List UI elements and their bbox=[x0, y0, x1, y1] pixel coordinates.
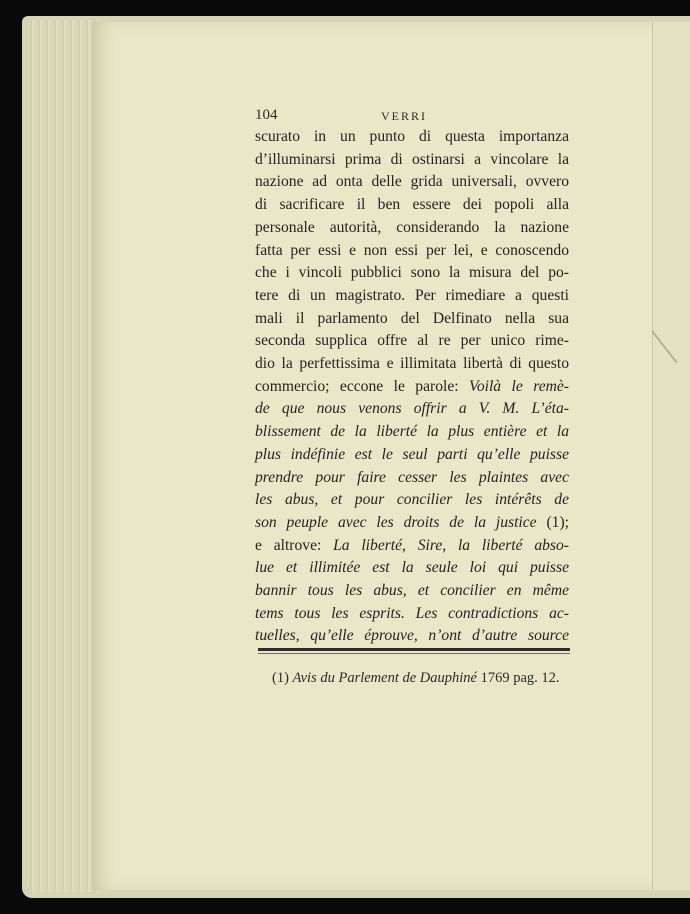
text-line bbox=[255, 171, 569, 194]
text-line bbox=[255, 217, 569, 240]
italic-text: bannir tous les abus, et concilier en même bbox=[255, 582, 569, 600]
italic-text: les abus, et pour concilier les intérêts de bbox=[255, 491, 569, 509]
text-line bbox=[255, 126, 569, 149]
footnote-marker: (1) bbox=[272, 670, 293, 686]
text-line bbox=[255, 353, 569, 376]
text-line bbox=[255, 376, 569, 399]
text-line bbox=[255, 444, 569, 467]
roman-text: seconda supplica offre al re per unico rime- bbox=[255, 332, 569, 350]
italic-text: Voilà le remè- bbox=[469, 377, 569, 395]
footnote bbox=[272, 670, 572, 687]
text-line bbox=[255, 557, 569, 580]
footnote-rule bbox=[258, 648, 570, 651]
roman-text: che i vincoli pubblici sono la misura del po- bbox=[255, 264, 569, 282]
roman-text: (1); bbox=[546, 513, 569, 531]
running-head: VERRI bbox=[381, 109, 427, 123]
facing-page-edge bbox=[652, 22, 690, 890]
text-line bbox=[255, 625, 569, 648]
text-line bbox=[255, 262, 569, 285]
roman-text: commercio; eccone le parole: bbox=[255, 377, 470, 395]
roman-text: di sacrificare il ben essere dei popoli alla bbox=[255, 196, 569, 214]
footnote-tail: 1769 pag. 12. bbox=[476, 670, 560, 686]
italic-text: La liberté, Sire, la liberté abso- bbox=[333, 536, 569, 554]
roman-text: scurato in un punto di questa importanza bbox=[255, 128, 569, 145]
text-line bbox=[255, 421, 569, 444]
text-line bbox=[255, 285, 569, 308]
italic-text: lue et illimitée est la seule loi qui puisse bbox=[255, 559, 569, 577]
text-line bbox=[255, 330, 569, 353]
text-line bbox=[255, 467, 569, 490]
body-text bbox=[255, 126, 569, 648]
roman-text: tere di un magistrato. Per rimediare a questi bbox=[255, 286, 569, 304]
text-line bbox=[255, 580, 569, 603]
text-line bbox=[255, 489, 569, 512]
text-line bbox=[255, 308, 569, 331]
text-line bbox=[255, 535, 569, 558]
text-line bbox=[255, 240, 569, 263]
roman-text: d’illuminarsi prima di ostinarsi a vincolare la bbox=[255, 150, 569, 168]
text-line bbox=[255, 603, 569, 626]
page-number: 104 bbox=[255, 107, 278, 123]
page-edges bbox=[28, 20, 98, 892]
text-line bbox=[255, 149, 569, 172]
italic-text: plus indéfinie est le seul parti qu’elle puisse bbox=[255, 445, 569, 463]
italic-text: prendre pour faire cesser les plaintes avec bbox=[255, 468, 569, 486]
italic-text: tuelles, qu’elle éprouve, n’ont d’autre source bbox=[255, 627, 569, 645]
italic-text: tems tous les esprits. Les contradictions ac- bbox=[255, 604, 569, 622]
roman-text: fatta per essi e non essi per lei, e conoscendo bbox=[255, 241, 569, 259]
footnote-text: Avis du Parlement de Dauphiné bbox=[292, 670, 477, 686]
text-line bbox=[255, 512, 569, 535]
italic-text: blissement de la liberté la plus entière et la bbox=[255, 423, 569, 441]
italic-text: son peuple avec les droits de la justice bbox=[255, 513, 547, 531]
roman-text: dio la perfettissima e illimitata libertà di questo bbox=[255, 355, 569, 373]
text-line bbox=[255, 398, 569, 421]
roman-text: personale autorità, considerando la nazione bbox=[255, 218, 569, 236]
text-line bbox=[255, 194, 569, 217]
italic-text: de que nous venons offrir a V. M. L’éta- bbox=[255, 400, 569, 418]
roman-text: mali il parlamento del Delfinato nella sua bbox=[255, 309, 569, 327]
footnote-rule-thin bbox=[258, 653, 570, 654]
roman-text: e altrove: bbox=[255, 536, 334, 554]
roman-text: nazione ad onta delle grida universali, ovvero bbox=[255, 173, 569, 191]
